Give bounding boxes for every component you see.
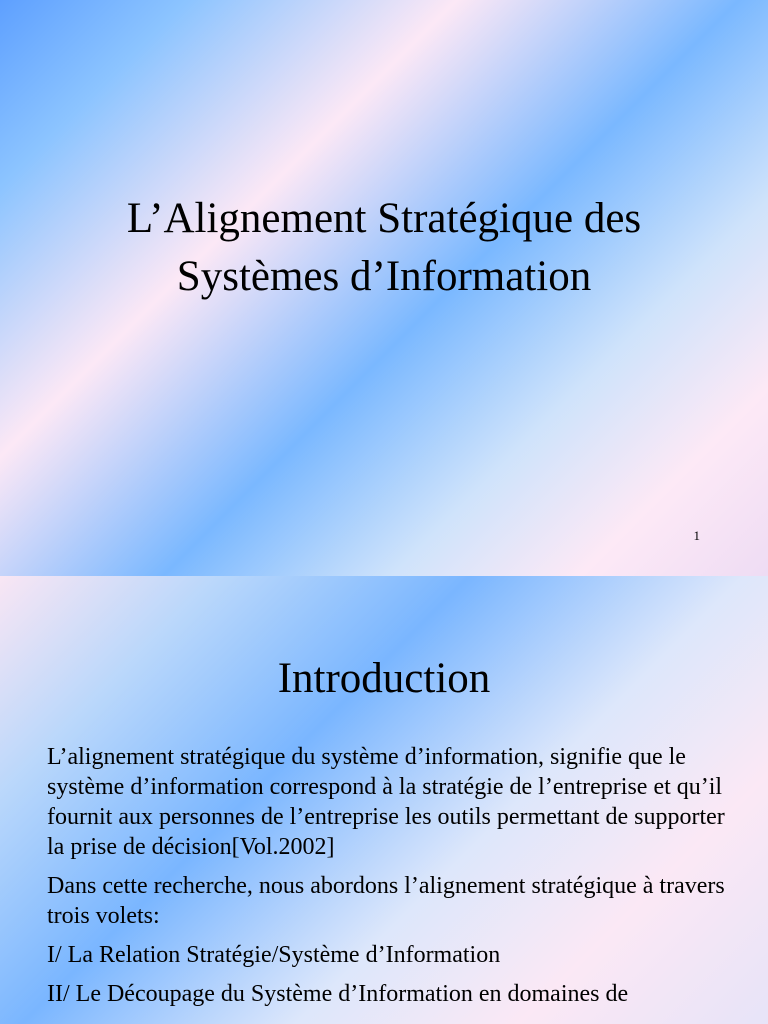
slide-1-page-number: 1 <box>693 528 700 543</box>
slide-2-paragraph-4: II/ Le Découpage du Système d’Information en domaines de <box>47 981 629 1007</box>
slide-2-paragraph-3: I/ La Relation Stratégie/Système d’Information <box>47 942 501 968</box>
slide-1-title-line-2: Systèmes d’Information <box>176 253 592 300</box>
slide-2-title: Introduction <box>277 655 491 702</box>
slide-2-paragraph-1: L’alignement stratégique du système d’information, signifie que le système d’information correspond à la stratégie de l’entreprise et qu’il fournit aux personnes de l’entreprise les outils permettant de supporter la prise de décision[Vol.2002] <box>47 744 725 860</box>
slide-2 <box>0 576 768 1024</box>
slide-1-title <box>40 190 728 306</box>
slide-1-title-line-1: L’Alignement Stratégique des <box>126 195 642 242</box>
slide-2-paragraph-2: Dans cette recherche, nous abordons l’alignement stratégique à travers trois volets: <box>47 873 725 929</box>
slide-2-body <box>47 742 737 1018</box>
